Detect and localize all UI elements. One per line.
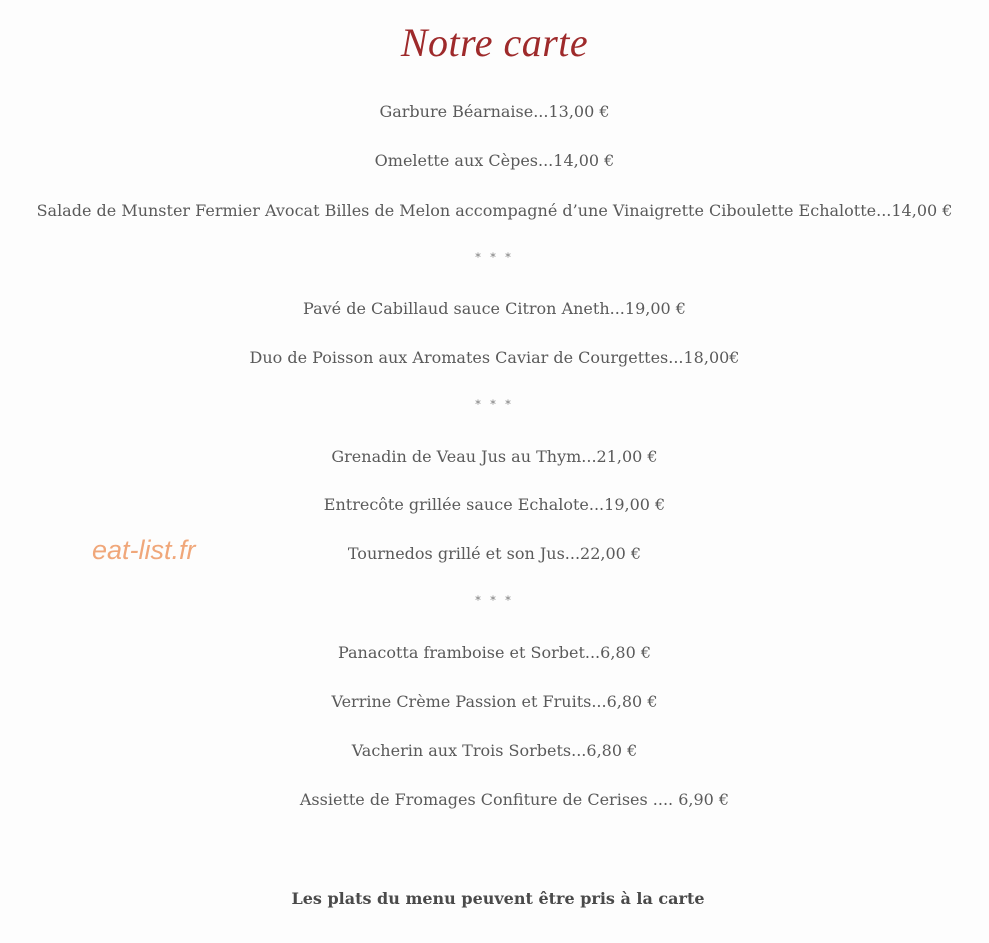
menu-item: Salade de Munster Fermier Avocat Billes de Melon accompagné d’une Vinaigrette Ciboulette Echalotte...14,00 € [36, 201, 953, 220]
menu-item: Assiette de Fromages Confiture de Cerises .... 6,90 € [299, 790, 730, 809]
menu-item: Duo de Poisson aux Aromates Caviar de Courgettes...18,00€ [249, 348, 740, 367]
menu-item: Panacotta framboise et Sorbet...6,80 € [337, 643, 652, 662]
section-separator: * * * [475, 398, 514, 411]
menu-item: Vacherin aux Trois Sorbets...6,80 € [351, 741, 638, 760]
section-separator: * * * [475, 251, 514, 264]
menu-item: Verrine Crème Passion et Fruits...6,80 € [331, 692, 658, 711]
menu-item: Pavé de Cabillaud sauce Citron Aneth...19,00 € [303, 299, 686, 318]
menu-item: Grenadin de Veau Jus au Thym...21,00 € [331, 447, 658, 466]
menu-item: Tournedos grillé et son Jus...22,00 € [347, 544, 642, 563]
watermark: eat-list.fr [92, 535, 196, 565]
menu-footer-note: Les plats du menu peuvent être pris à la carte [291, 889, 705, 908]
menu-item: Omelette aux Cèpes...14,00 € [374, 151, 615, 170]
section-separator: * * * [475, 594, 514, 607]
menu-item: Garbure Béarnaise...13,00 € [379, 102, 610, 121]
menu-item: Entrecôte grillée sauce Echalote...19,00 € [323, 495, 666, 514]
menu-title: Notre carte [400, 20, 589, 65]
